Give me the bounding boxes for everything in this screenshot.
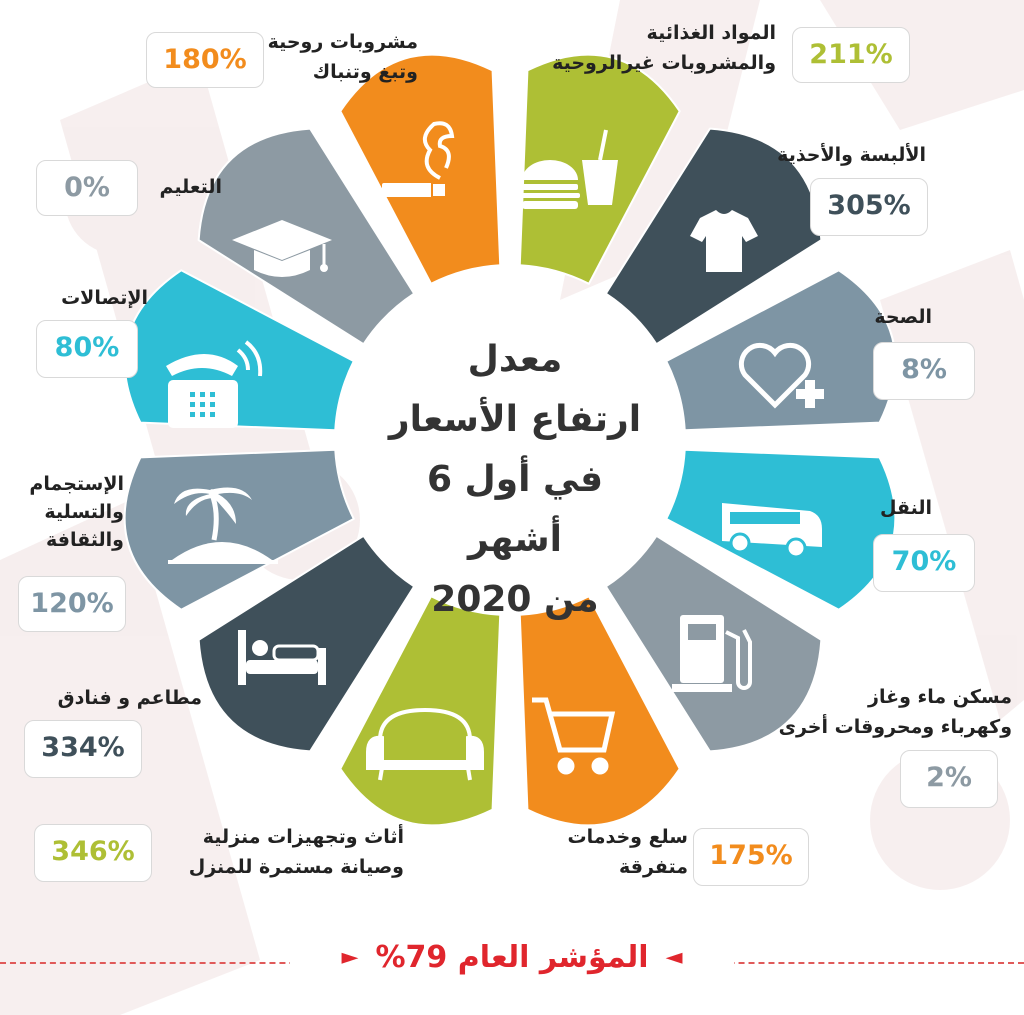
bed-icon [238, 630, 326, 685]
percent-recreation: 120% [18, 576, 126, 632]
percent-housing: 2% [900, 750, 998, 808]
percent-health: 8% [873, 342, 975, 400]
palm-island-icon [168, 488, 278, 564]
label-furniture: أثاث وتجهيزات منزلية وصيانة مستمرة للمنزل [188, 826, 404, 878]
percent-transport: 70% [873, 534, 975, 592]
bus-icon [722, 503, 822, 557]
percent-misc: 175% [693, 828, 809, 886]
label-recreation: الإستجمام والتسلية والثقافة [29, 473, 124, 551]
arrow-left-icon: ► [341, 945, 359, 970]
title-line-3: في أول 6 أشهر [426, 459, 604, 560]
title-line-2: ارتفاع الأسعار [388, 399, 642, 440]
label-misc: سلع وخدمات متفرقة [567, 826, 688, 878]
general-index-footer [290, 940, 734, 986]
cigarette-icon [382, 123, 452, 197]
label-health: الصحة [874, 306, 932, 328]
label-housing: مسكن ماء وغاز وكهرباء ومحروقات أخرى [778, 686, 1012, 738]
label-alcohol: مشروبات روحية وتبغ وتنباك [267, 31, 418, 83]
percent-clothing: 305% [810, 178, 928, 236]
fuel-pump-icon [672, 615, 750, 692]
sofa-icon [368, 710, 482, 780]
label-clothing: الألبسة والأحذية [777, 144, 926, 166]
shopping-cart-icon [532, 700, 612, 772]
telephone-icon [166, 342, 260, 428]
label-education: التعليم [159, 176, 222, 198]
tshirt-icon [690, 210, 758, 272]
arrow-right-icon: ◄ [665, 945, 683, 970]
percent-communication: 80% [36, 320, 138, 378]
label-hotels: مطاعم و فنادق [57, 687, 202, 709]
label-communication: الإتصالات [61, 287, 148, 309]
heart-plus-icon [741, 345, 824, 408]
title-line-1: معدل [467, 339, 563, 380]
percent-hotels: 334% [24, 720, 142, 778]
title-line-4: من 2020 [431, 579, 599, 620]
percent-furniture: 346% [34, 824, 152, 882]
graduation-cap-icon [232, 220, 332, 277]
label-transport: النقل [879, 497, 932, 519]
burger-drink-icon [520, 130, 618, 209]
percent-food: 211% [792, 27, 910, 83]
general-index-label: المؤشر العام 79% [375, 940, 649, 975]
percent-alcohol: 180% [146, 32, 264, 88]
percent-education: 0% [36, 160, 138, 216]
label-food: المواد الغذائية والمشروبات غيرالروحية [552, 22, 776, 74]
